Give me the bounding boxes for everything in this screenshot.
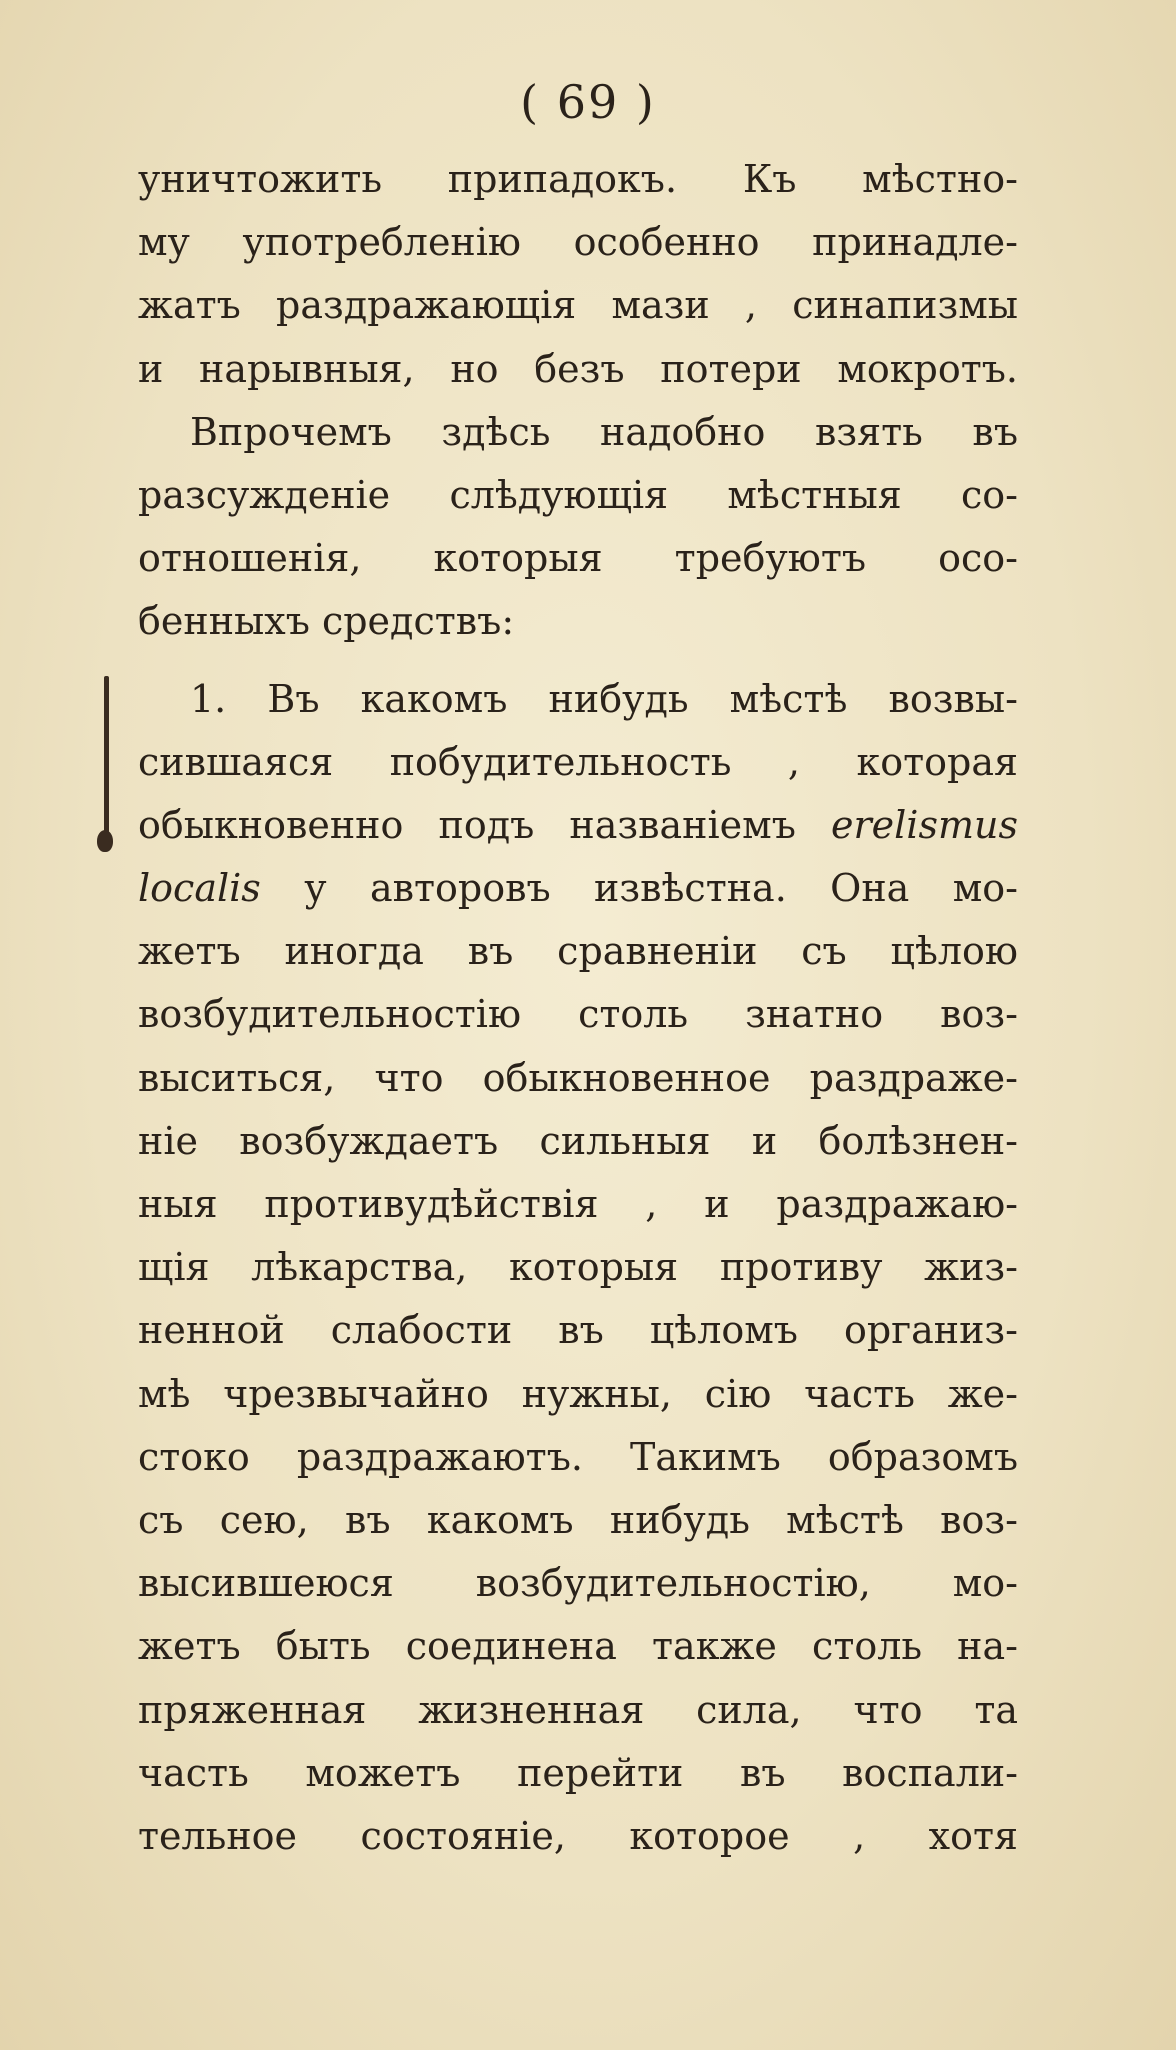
margin-ink-dot <box>97 830 113 852</box>
text-line: мѣ чрезвычайно нужны, сію часть же- <box>138 1371 1018 1416</box>
latin-term: erelismus <box>831 802 1018 847</box>
latin-term: localis <box>138 866 261 911</box>
text-line: возбудительностію столь знатно воз- <box>138 992 1018 1037</box>
text-line: уничтожить припадокъ. Къ мѣстно- <box>138 157 1018 201</box>
text-line <box>138 857 1018 920</box>
text-line: отношенія, которыя требуютъ осо- <box>138 536 1018 581</box>
text-line: разсужденіе слѣдующія мѣстныя со- <box>138 472 1018 517</box>
text-line <box>138 794 1018 857</box>
text-line: ненной слабости въ цѣломъ организ- <box>138 1308 1018 1353</box>
text-line: ніе возбуждаетъ сильныя и болѣзнен- <box>138 1118 1018 1163</box>
text-line: и нарывныя, но безъ потери мокротъ. <box>138 346 1018 391</box>
text-line: часть можетъ перейти въ воспали- <box>138 1750 1018 1795</box>
text-segment: у авторовъ извѣстна. Она мо- <box>304 866 1018 911</box>
text-line: выситься, что обыкновенное раздраже- <box>138 1055 1018 1100</box>
text-line: ныя противудѣйствія , и раздражаю- <box>138 1182 1018 1226</box>
text-line: жатъ раздражающія мази , синапизмы <box>138 283 1018 328</box>
text-segment: обыкновенно подъ названіемъ <box>138 802 796 847</box>
paragraph-gap <box>138 654 1018 668</box>
text-line: Впрочемъ здѣсь надобно взять въ <box>190 409 1018 454</box>
text-line: му употребленію особенно принадле- <box>138 220 1018 265</box>
text-line: съ сею, въ какомъ нибудь мѣстѣ воз- <box>138 1497 1018 1542</box>
text-line: стоко раздражаютъ. Такимъ образомъ <box>138 1434 1018 1479</box>
page-number: ( 69 ) <box>520 75 656 129</box>
body-text <box>138 148 1018 1868</box>
text-line: сившаяся побудительность , которая <box>138 739 1018 784</box>
text-line: тельное состояніе, которое , хотя <box>138 1813 1018 1858</box>
text-line: жетъ иногда въ сравненіи съ цѣлою <box>138 929 1018 974</box>
text-line: пряженная жизненная сила, что та <box>138 1687 1018 1732</box>
text-line: 1. Въ какомъ нибудь мѣстѣ возвы- <box>190 676 1018 721</box>
text-line: высившеюся возбудительностію, мо- <box>138 1561 1018 1606</box>
text-line: бенныхъ средствъ: <box>138 599 515 644</box>
text-line: щія лѣкарства, которыя противу жиз- <box>138 1245 1018 1290</box>
text-line: жетъ быть соединена также столь на- <box>138 1624 1018 1669</box>
margin-bracket-mark <box>104 676 109 848</box>
